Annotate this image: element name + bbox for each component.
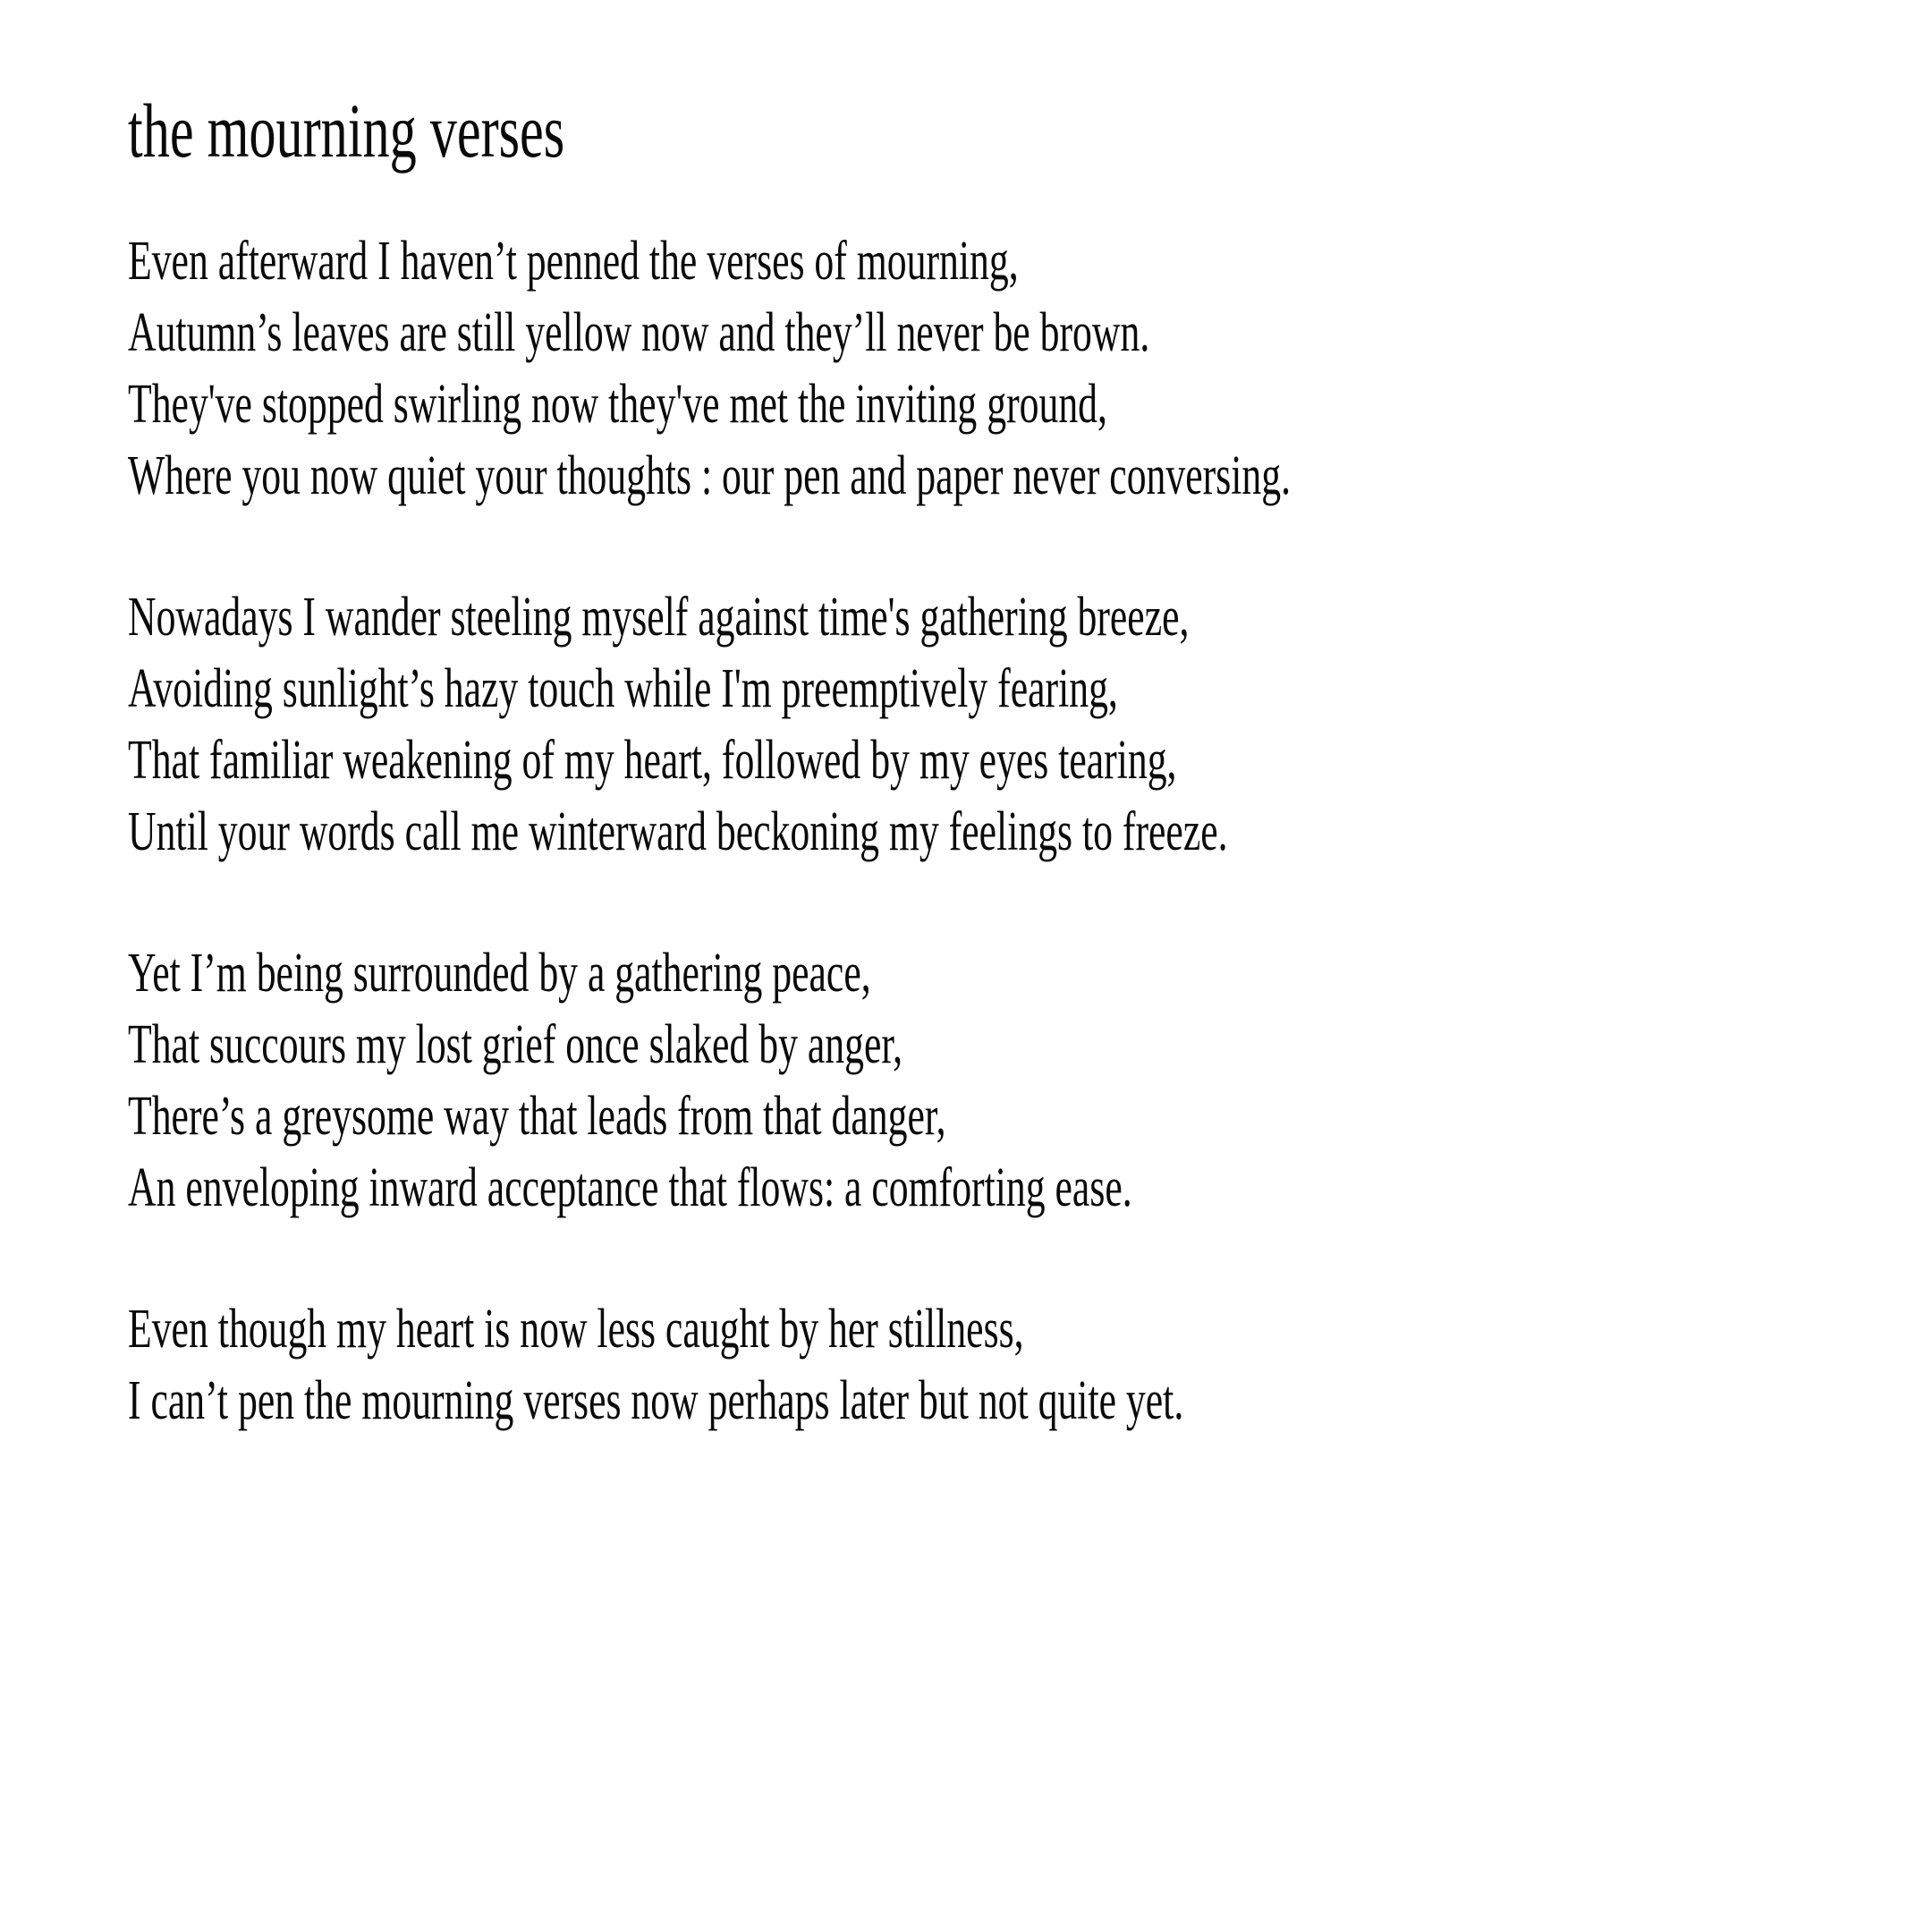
verse-line: I can’t pen the mourning verses now perhaps later but not quite yet. (128, 1370, 1184, 1431)
verse-line: They've stopped swirling now they've met the inviting ground, (128, 374, 1107, 435)
verse-line: There’s a greysome way that leads from that danger, (128, 1086, 946, 1147)
verse-line: Autumn’s leaves are still yellow now and they’ll never be brown. (128, 302, 1150, 363)
verse-line: Nowadays I wander steeling myself against time's gathering breeze, (128, 587, 1190, 648)
stanza-2 (128, 581, 1827, 868)
verse-line: Yet I’m being surrounded by a gathering peace, (128, 943, 871, 1004)
verse-line: That succours my lost grief once slaked by anger, (128, 1014, 903, 1075)
verse-line: That familiar weakening of my heart, followed by my eyes tearing, (128, 730, 1177, 791)
verse-line: Even afterward I haven’t penned the verses of mourning, (128, 231, 1019, 292)
poem-body (128, 225, 1827, 1436)
verse-line: Even though my heart is now less caught by her stillness, (128, 1299, 1024, 1360)
verse-line: Until your words call me winterward beckoning my feelings to freeze. (128, 801, 1228, 862)
stanza-1 (128, 225, 1827, 512)
stanza-3 (128, 937, 1827, 1224)
verse-line: Where you now quiet your thoughts : our pen and paper never conversing. (128, 445, 1292, 506)
verse-line: Avoiding sunlight’s hazy touch while I'm preemptively fearing, (128, 658, 1118, 719)
stanza-4 (128, 1293, 1827, 1436)
page-title: the mourning verses (128, 87, 565, 174)
verse-line: An enveloping inward acceptance that flows: a comforting ease. (128, 1157, 1132, 1218)
